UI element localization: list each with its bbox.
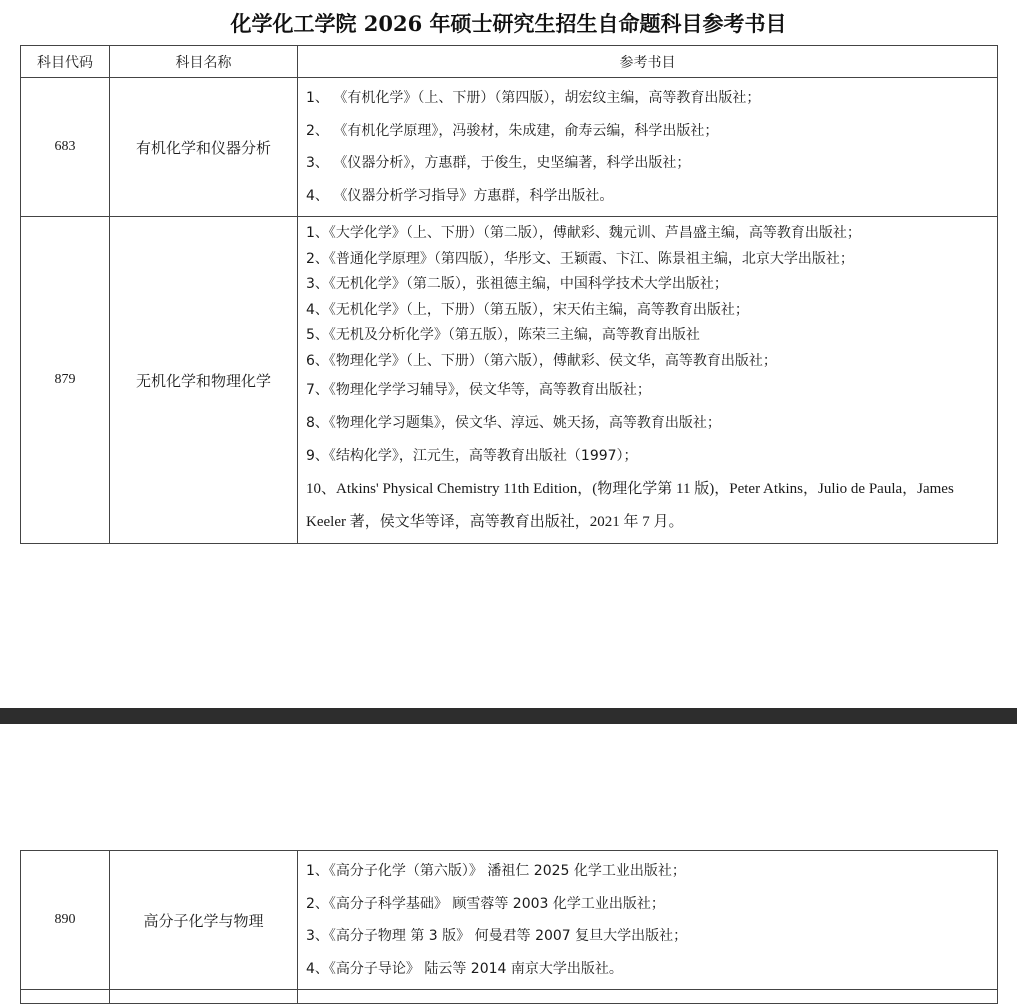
reference-item: 3、 《仪器分析》，方惠群，于俊生，史坚编著，科学出版社； — [306, 155, 691, 171]
reference-item: 4、《高分子导论》 陆云等 2014 南京大学出版社。 — [306, 960, 623, 977]
subject-code: 683 — [21, 78, 110, 217]
reference-item: 2、 《有机化学原理》，冯骏材，朱成建，俞寿云编，科学出版社； — [306, 122, 719, 139]
reference-item: 7、《物理化学学习辅导》，侯文华等，高等教育出版社； — [306, 382, 651, 398]
reference-item: 2、《高分子科学基础》 顾雪蓉等 2003 化学工业出版社； — [306, 895, 665, 912]
reference-list — [298, 851, 998, 990]
table-row-879 — [21, 217, 998, 544]
header-code: 科目代码 — [21, 46, 110, 78]
reference-item: 1、《大学化学》（上、下册）（第二版），傅献彩、魏元训、芦昌盛主编，高等教育出版社； — [306, 225, 861, 241]
reference-list — [298, 78, 998, 217]
subject-name: 高分子化学与物理 — [110, 851, 298, 990]
table-header-row — [21, 46, 998, 78]
subject-name: 有机化学和仪器分析 — [110, 78, 298, 217]
reference-list — [298, 217, 998, 544]
reference-item: 4、 《仪器分析学习指导》方惠群，科学出版社。 — [306, 187, 614, 204]
reference-item: 8、《物理化学习题集》，侯文华、淳远、姚天扬，高等教育出版社； — [306, 415, 721, 431]
reference-table-continued — [20, 850, 998, 1004]
reference-item: 3、《高分子物理 第 3 版》 何曼君等 2007 复旦大学出版社； — [306, 928, 688, 944]
page-divider — [0, 708, 1017, 724]
table-row-partial — [21, 990, 998, 1004]
header-name: 科目名称 — [110, 46, 298, 78]
subject-code: 879 — [21, 217, 110, 544]
subject-code: 890 — [21, 851, 110, 990]
header-refs: 参考书目 — [298, 46, 998, 78]
subject-name: 无机化学和物理化学 — [110, 217, 298, 544]
reference-item: 10、Atkins' Physical Chemistry 11th Edition，(物理化学第 11 版)，Peter Atkins，Julio de Paula，James Keeler 著，侯文华等译，高等教育出版社，2021 年 7 月。 — [306, 481, 954, 530]
reference-table — [20, 45, 998, 544]
reference-item: 3、《无机化学》（第二版），张祖德主编，中国科学技术大学出版社； — [306, 276, 728, 292]
table-row-890 — [21, 851, 998, 990]
page-title: 化学化工学院 2026 年硕士研究生招生自命题科目参考书目 — [230, 11, 787, 36]
reference-item: 1、 《有机化学》（上、下册）（第四版），胡宏纹主编，高等教育出版社； — [306, 90, 761, 106]
reference-item: 6、《物理化学》（上、下册）（第六版），傅献彩、侯文华，高等教育出版社； — [306, 352, 777, 369]
reference-item: 5、《无机及分析化学》（第五版），陈荣三主编，高等教育出版社 — [306, 327, 700, 343]
reference-item: 9、《结构化学》，江元生，高等教育出版社（1997）； — [306, 448, 638, 464]
reference-item: 4、《无机化学》（上，下册）（第五版），宋天佑主编，高等教育出版社； — [306, 301, 749, 318]
reference-item: 1、《高分子化学（第六版）》 潘祖仁 2025 化学工业出版社； — [306, 863, 686, 879]
reference-item: 2、《普通化学原理》（第四版），华彤文、王颖霞、卞江、陈景祖主编，北京大学出版社； — [306, 250, 854, 267]
table-row-683 — [21, 78, 998, 217]
